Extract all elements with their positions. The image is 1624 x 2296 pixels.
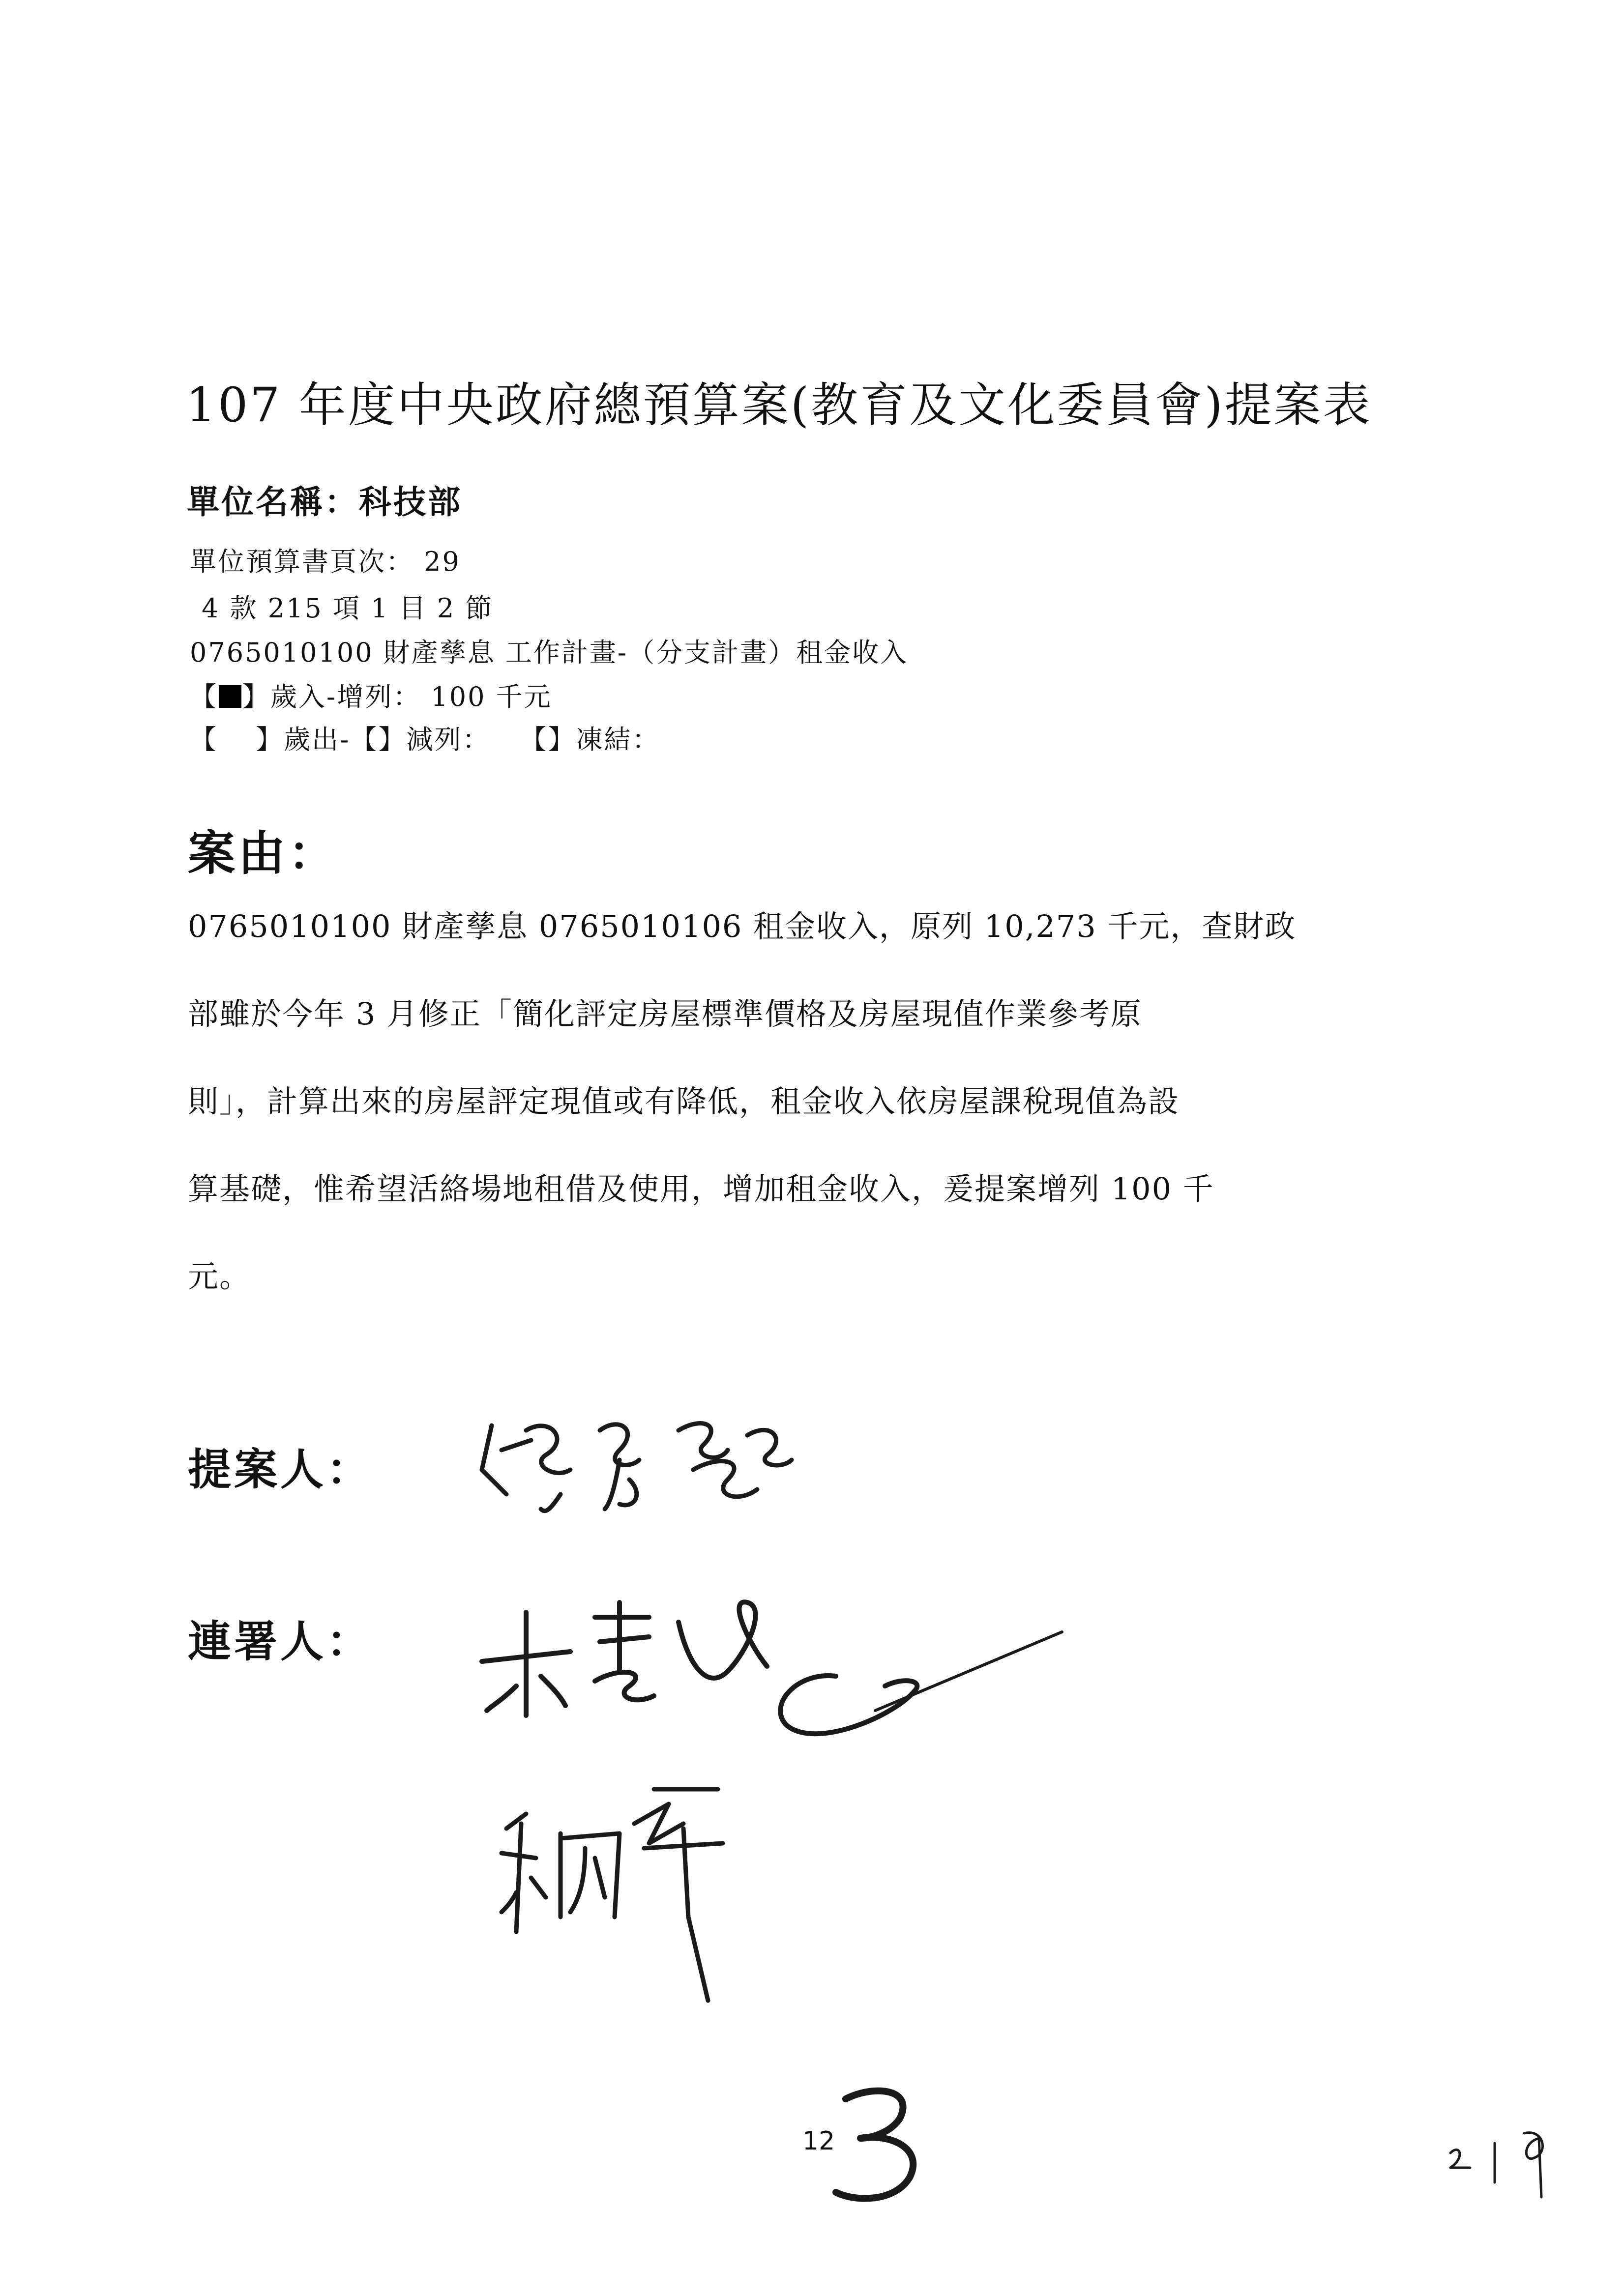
reason-line: 則」，計算出來的房屋評定現值或有降低，租金收入依房屋課稅現值為設 xyxy=(188,1083,1180,1119)
handwritten-mark-three xyxy=(831,2079,929,2207)
reason-line: 元。 xyxy=(188,1258,251,1294)
revenue-increase-text: 】歲入-增列： 100 千元 xyxy=(242,681,552,712)
page-number: 12 xyxy=(802,2126,835,2156)
handwritten-margin-mark xyxy=(1441,2114,1568,2212)
proposer-label: 提案人： xyxy=(188,1444,373,1495)
cosigner-signature-2 xyxy=(492,1770,767,2025)
reason-line: 算基礎，惟希望活絡場地租借及使用，增加租金收入，爰提案增列 100 千 xyxy=(188,1171,1214,1207)
program-line: 0765010100 財產孳息 工作計畫-（分支計畫）租金收入 xyxy=(190,637,909,668)
cosigner-label: 連署人： xyxy=(188,1616,373,1667)
budget-page-reference: 單位預算書頁次： 29 xyxy=(190,546,461,577)
budget-classification: 4 款 215 項 1 目 2 節 xyxy=(202,593,494,624)
unit-name: 單位名稱：科技部 xyxy=(187,483,462,521)
expense-line: 【 】歲出-【】減列： 【】凍結： xyxy=(190,724,660,755)
form-title: 107 年度中央政府總預算案(教育及文化委員會)提案表 xyxy=(186,378,1372,433)
reason-line: 0765010100 財產孳息 0765010106 租金收入，原列 10,273 千元，查財政 xyxy=(188,908,1297,944)
proposer-signature xyxy=(472,1396,826,1524)
reason-line: 部雖於今年 3 月修正「簡化評定房屋標準價格及房屋現值作業參考原 xyxy=(188,996,1142,1032)
reason-heading: 案由： xyxy=(188,825,338,881)
revenue-bracket-open: 【 xyxy=(190,681,218,712)
revenue-increase-line xyxy=(190,676,552,714)
filled-checkbox-marker xyxy=(219,685,241,708)
